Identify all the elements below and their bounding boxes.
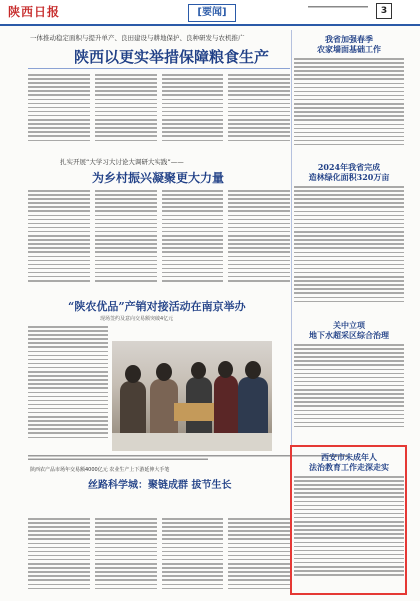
second-col-1 — [28, 190, 90, 290]
lead-rule — [28, 68, 290, 69]
sidebar-body-4 — [294, 476, 404, 591]
lead-col-2 — [95, 74, 157, 154]
second-col-2 — [95, 190, 157, 290]
photo-head-1 — [125, 365, 141, 383]
fourth-col-2 — [95, 518, 157, 596]
masthead — [0, 0, 420, 26]
lead-col-4 — [228, 74, 290, 154]
section-label: [要闻] — [188, 4, 236, 22]
newspaper-logo: 陕西日报 — [8, 5, 61, 19]
sidebar-title-3 — [294, 320, 404, 340]
fourth-col-3 — [162, 518, 224, 596]
event-photo — [112, 341, 272, 451]
photo-table — [112, 433, 272, 451]
lead-col-1 — [28, 74, 90, 154]
second-col-4 — [228, 190, 290, 290]
sidebar-title-2-line2: 造林绿化面积320万亩 — [308, 172, 390, 182]
third-col-1 — [28, 326, 108, 450]
sidebar-title-2 — [294, 162, 404, 182]
photo-head-4 — [218, 361, 233, 378]
photo-head-5 — [245, 361, 261, 379]
third-right-strip — [276, 326, 288, 450]
dateline — [308, 4, 368, 12]
sidebar-title-1-line2: 农家墙面基础工作 — [317, 44, 381, 54]
second-headline: 为乡村振兴凝聚更大力量 — [92, 171, 225, 185]
dateline-lines — [308, 4, 368, 10]
sidebar-title-2-line1: 2024年我省完成 — [317, 162, 381, 172]
third-headline: “陕农优品”产销对接活动在南京举办 — [68, 300, 246, 313]
sidebar-body-1 — [294, 58, 404, 158]
second-body — [28, 190, 290, 290]
sidebar-title-1-line1: 我省加强春季 — [325, 34, 373, 44]
fourth-col-1 — [28, 518, 90, 596]
lead-body — [28, 74, 290, 154]
lead-kicker: 一体推动稳定面积与提升单产、良田建设与耕地保护、良种研发与农机推广 — [30, 34, 245, 42]
fourth-kicker: 陕西农产品市场年交易额4000亿元 农业生产上下游延伸大手笔 — [30, 467, 170, 473]
sidebar-title-4-line2: 法治教育工作走深走实 — [309, 462, 389, 472]
lead-headline: 陕西以更实举措保障粮食生产 — [74, 48, 270, 66]
page-number: 3 — [376, 3, 392, 19]
sidebar-title-1 — [294, 34, 404, 54]
sidebar-title-3-line1: 关中立项 — [333, 320, 365, 330]
second-col-3 — [162, 190, 224, 290]
lead-col-3 — [162, 74, 224, 154]
sidebar-body-2 — [294, 186, 404, 316]
third-left-body — [28, 326, 108, 450]
third-subhead: 现场签约及意向交易额突破4亿元 — [100, 316, 174, 322]
photo-head-3 — [191, 362, 206, 379]
fourth-headline: 丝路科学城：聚链成群 拔节生长 — [88, 480, 232, 491]
sidebar-body-3 — [294, 344, 404, 440]
fourth-col-4 — [228, 518, 290, 596]
photo-head-2 — [156, 363, 172, 381]
second-kicker: 扎实开展“大学习大讨论大调研大实践”—— — [60, 158, 184, 166]
sidebar-title-4 — [294, 452, 404, 472]
photo-product-box — [174, 403, 214, 421]
sidebar-title-4-line1: 西安市未成年人 — [321, 452, 377, 462]
sidebar-title-3-line2: 地下水超采区综合治理 — [309, 330, 389, 340]
fourth-body — [28, 518, 290, 596]
